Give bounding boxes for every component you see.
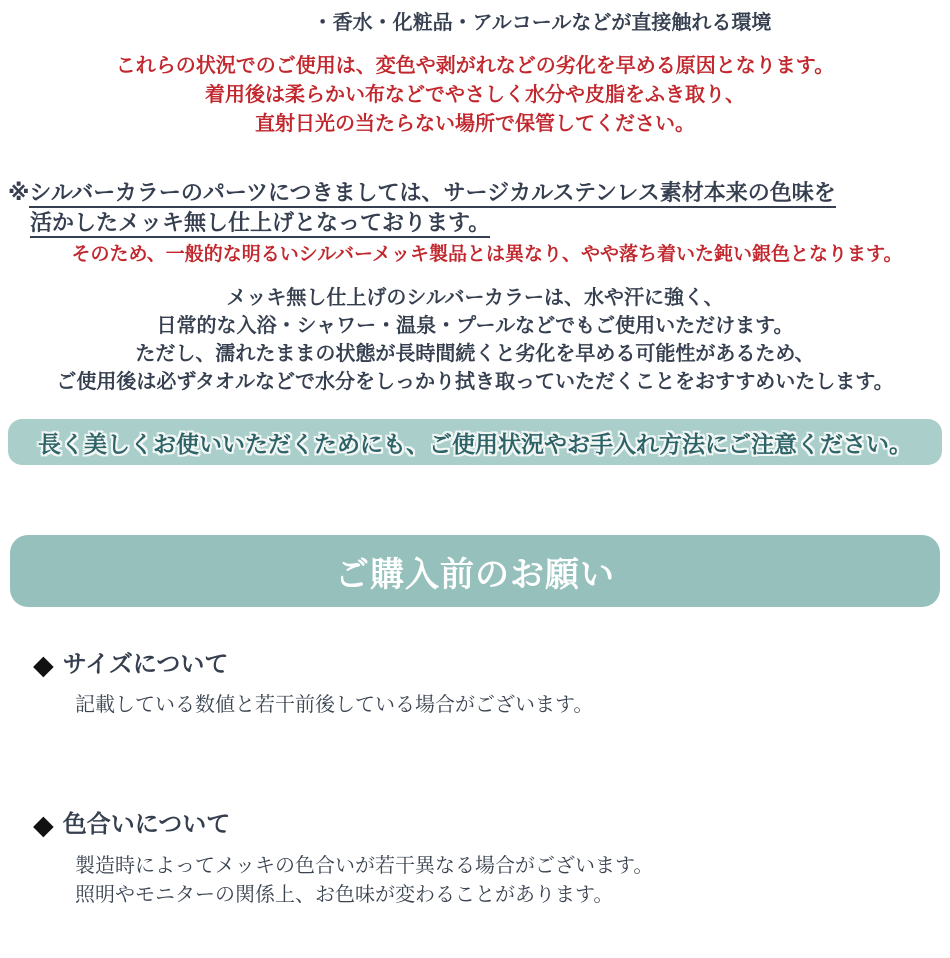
diamond-icon: ◆ [33, 650, 54, 680]
section-size-body [75, 691, 950, 720]
exposure-environment-item: ・香水・化粧品・アルコールなどが直接触れる環境 [312, 12, 772, 34]
section-size-heading [33, 650, 950, 680]
care-line: ただし、濡れたままの状態が長時間続くと劣化を早める可能性があるため、 [135, 343, 815, 365]
pre-purchase-header [10, 535, 940, 607]
deterioration-warning [0, 52, 950, 139]
silver-finish-red-caption: そのため、一般的な明るいシルバーメッキ製品とは異なり、やや落ち着いた鈍い銀色となります。 [71, 244, 903, 265]
section-color-body-line: 照明やモニターの関係上、お色味が変わることがあります。 [75, 884, 614, 906]
pre-purchase-header-text: ご購入前のお願い [335, 555, 615, 594]
section-size [0, 650, 950, 720]
diamond-icon: ◆ [33, 810, 54, 840]
care-notice-banner-text: 長く美しくお使いいただくためにも、ご使用状況やお手入れ方法にご注意ください。 [38, 430, 912, 457]
care-notice-banner [8, 419, 942, 465]
silver-note-line [8, 178, 950, 208]
water-resistance-care-note [0, 284, 950, 396]
section-color [0, 810, 950, 910]
care-line: 日常的な入浴・シャワー・温泉・プールなどでもご使用いただけます。 [156, 315, 794, 337]
care-line: メッキ無し仕上げのシルバーカラーは、水や汗に強く、 [226, 287, 724, 309]
product-care-page [0, 8, 950, 958]
section-color-heading [33, 810, 950, 840]
note-asterisk: ※ [8, 180, 30, 205]
silver-note-underlined-text: 活かしたメッキ無し仕上げとなっております。 [30, 210, 490, 238]
silver-color-note [8, 178, 950, 238]
warning-line: 着用後は柔らかい布などでやさしく水分や皮脂をふき取り、 [205, 84, 745, 106]
section-color-body [75, 852, 950, 910]
section-size-title: サイズについて [62, 651, 229, 678]
section-size-body-line: 記載している数値と若干前後している場合がございます。 [75, 694, 594, 716]
silver-note-underlined-text: シルバーカラーのパーツにつきましては、サージカルステンレス素材本来の色味を [29, 180, 835, 208]
silver-note-line [8, 208, 950, 238]
warning-line: これらの状況でのご使用は、変色や剥がれなどの劣化を早める原因となります。 [115, 55, 835, 77]
care-line: ご使用後は必ずタオルなどで水分をしっかり拭き取っていただくことをおすすめいたします。 [56, 371, 894, 393]
section-color-body-line: 製造時によってメッキの色合いが若干異なる場合がございます。 [75, 855, 654, 877]
section-color-title: 色合いについて [62, 811, 231, 838]
warning-line: 直射日光の当たらない場所で保管してください。 [255, 113, 695, 135]
